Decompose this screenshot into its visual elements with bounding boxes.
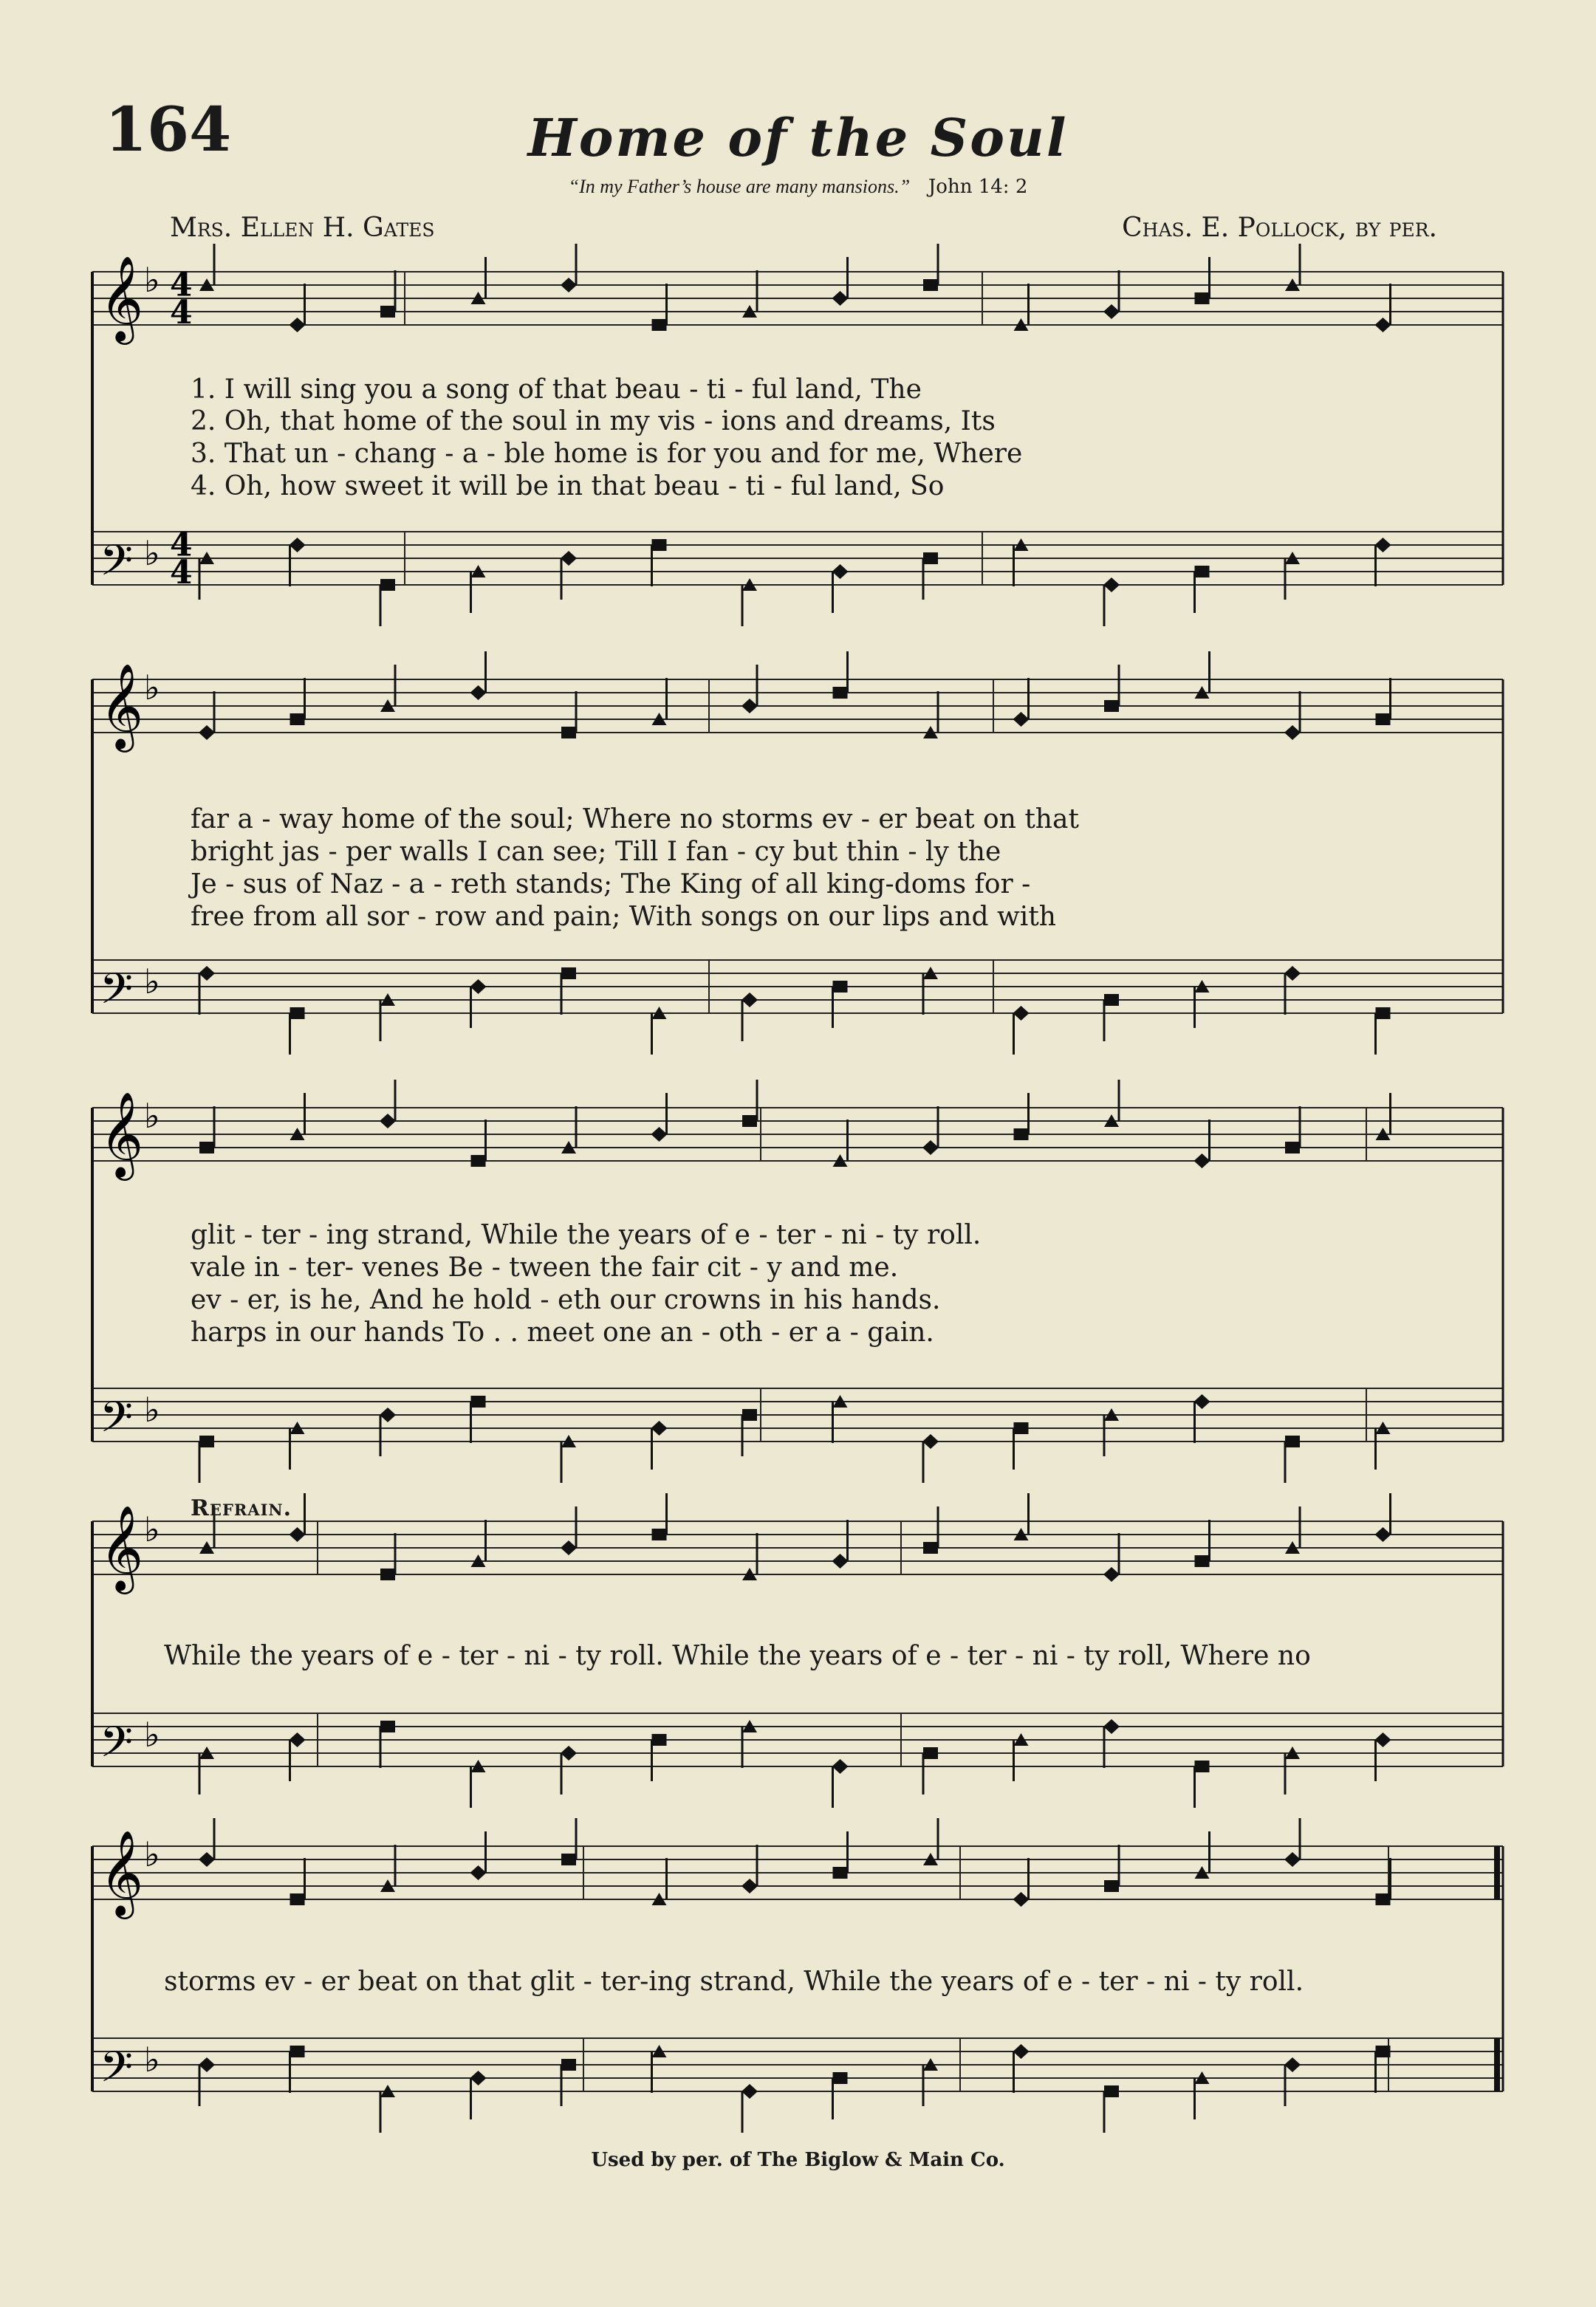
composer-credit: Chas. E. Pollock, by per.: [1122, 213, 1437, 243]
note-head: [1014, 1422, 1029, 1434]
lyric-line: storms ev - er beat on that glit - ter-ing strand, While the years of e - ter - ni - ty roll.: [164, 1967, 1304, 1997]
lyric-line: harps in our hands To . . meet one an - oth - er a - gain.: [191, 1317, 934, 1348]
note-head: [561, 727, 576, 738]
lyric-line: 2. Oh, that home of the soul in my vis - ions and dreams, Its: [191, 406, 996, 436]
note-head: [290, 538, 306, 552]
publisher-credit: Used by per. of The Biglow & Main Co.: [591, 2149, 1005, 2171]
note-head: [1103, 1567, 1120, 1582]
note-head: [832, 1554, 849, 1569]
note-head: [742, 2084, 758, 2099]
treble-clef-icon: 𝄞: [100, 1504, 144, 1591]
note-head: [742, 699, 758, 713]
note-head: [651, 1421, 668, 1436]
note-head: [199, 1142, 214, 1154]
note-head: [199, 2057, 215, 2072]
note-head: [1195, 566, 1210, 577]
note-head: [832, 564, 849, 579]
lyric-line: While the years of e - ter - ni - ty roll. While the years of e - ter - ni - ty roll, Where no: [164, 1641, 1311, 1671]
note-head: [380, 1569, 395, 1580]
note-head: [561, 2059, 576, 2071]
lyric-line: Je - sus of Naz - a - reth stands; The King of all king-doms for -: [191, 869, 1031, 899]
flat-icon: ♭: [144, 961, 160, 1001]
flat-icon: ♭: [144, 1715, 160, 1755]
note-head: [742, 993, 758, 1007]
note-head: [652, 1734, 667, 1746]
note-head: [922, 1434, 939, 1449]
final-barline: [1494, 2038, 1500, 2091]
lyric-line: free from all sor - row and pain; With songs on our lips and with: [191, 902, 1056, 932]
author-credit: Mrs. Ellen H. Gates: [170, 213, 435, 243]
note-head: [290, 2046, 305, 2057]
note-head: [470, 685, 487, 700]
note-head: [199, 966, 215, 981]
note-head: [1284, 1852, 1301, 1867]
flat-icon: ♭: [144, 260, 160, 300]
note-head: [652, 539, 667, 551]
lyric-line: 4. Oh, how sweet it will be in that beau - ti - ful land, So: [191, 471, 945, 501]
note-head: [1195, 1761, 1210, 1772]
treble-clef-icon: 𝄞: [100, 1829, 144, 1916]
note-head: [1375, 1527, 1391, 1542]
note-head: [833, 1867, 848, 1879]
note-head: [290, 1007, 305, 1019]
bass-clef-icon: 𝄢: [100, 535, 134, 596]
note-head: [923, 1747, 938, 1759]
note-head: [380, 306, 395, 318]
flat-icon: ♭: [144, 1390, 160, 1430]
flat-icon: ♭: [144, 533, 160, 573]
bass-clef-icon: 𝄢: [100, 1392, 134, 1453]
flat-icon: ♭: [144, 2040, 160, 2080]
note-head: [652, 1529, 667, 1540]
treble-clef-icon: 𝄞: [100, 1091, 144, 1177]
note-head: [923, 279, 938, 291]
flat-icon: ♭: [144, 1096, 160, 1136]
note-head: [1103, 304, 1120, 319]
note-head: [922, 1140, 939, 1155]
note-head: [561, 278, 577, 292]
lyric-line: vale in - ter- venes Be - tween the fair cit - y and me.: [191, 1252, 899, 1283]
note-head: [1284, 2057, 1301, 2072]
note-head: [470, 1865, 487, 1880]
note-head: [923, 552, 938, 564]
note-head: [923, 1542, 938, 1554]
note-head: [832, 291, 849, 306]
note-head: [1376, 2046, 1391, 2057]
note-head: [199, 1436, 214, 1447]
note-head: [1375, 318, 1391, 332]
note-head: [1376, 713, 1391, 725]
note-head: [290, 713, 305, 725]
note-head: [1103, 1719, 1120, 1734]
treble-clef-icon: 𝄞: [100, 662, 144, 749]
note-head: [742, 1879, 758, 1893]
note-head: [1194, 1394, 1210, 1409]
note-head: [1014, 1128, 1029, 1140]
lyric-line: ev - er, is he, And he hold - eth our crowns in his hands.: [191, 1285, 941, 1315]
note-head: [1195, 292, 1210, 304]
note-head: [1104, 1880, 1119, 1892]
note-head: [1013, 2044, 1030, 2059]
flat-icon: ♭: [144, 668, 160, 707]
flat-icon: ♭: [144, 1834, 160, 1874]
note-head: [290, 1893, 305, 1905]
note-head: [470, 2071, 487, 2085]
note-head: [199, 725, 215, 740]
note-head: [561, 1540, 577, 1555]
note-head: [561, 551, 577, 566]
note-head: [1104, 2085, 1119, 2097]
note-head: [1194, 1154, 1210, 1168]
note-head: [290, 1527, 306, 1542]
note-head: [1375, 538, 1391, 552]
note-head: [290, 1732, 306, 1747]
note-head: [1285, 1142, 1300, 1154]
note-head: [1013, 1892, 1030, 1907]
epigraph-quote: “In my Father’s house are many mansions.”: [568, 176, 911, 197]
note-head: [471, 1155, 486, 1167]
note-head: [652, 319, 667, 331]
note-head: [380, 579, 395, 591]
note-head: [833, 981, 848, 993]
note-head: [1376, 1007, 1391, 1019]
note-head: [380, 1114, 396, 1128]
note-head: [561, 1746, 577, 1761]
note-head: [561, 1854, 576, 1865]
lyric-line: glit - ter - ing strand, While the years of e - ter - ni - ty roll.: [191, 1220, 982, 1250]
note-head: [833, 687, 848, 699]
note-head: [1285, 1436, 1300, 1447]
note-head: [1284, 966, 1301, 981]
note-head: [1103, 577, 1120, 592]
note-head: [1375, 1732, 1391, 1747]
note-head: [742, 1115, 757, 1127]
note-head: [1284, 725, 1301, 740]
lyric-line: 3. That un - chang - a - ble home is for you and for me, Where: [191, 439, 1023, 469]
note-head: [1013, 712, 1030, 727]
note-head: [651, 1127, 668, 1142]
time-signature: 4: [170, 526, 193, 564]
note-head: [1104, 994, 1119, 1006]
note-head: [1104, 700, 1119, 712]
note-head: [1376, 1893, 1391, 1905]
note-head: [561, 967, 576, 979]
bass-clef-icon: 𝄢: [100, 964, 134, 1024]
note-head: [290, 318, 306, 332]
note-head: [470, 979, 487, 994]
time-signature: 4: [170, 294, 193, 332]
note-head: [742, 1409, 757, 1421]
bass-clef-icon: 𝄢: [100, 2042, 134, 2102]
lyric-line: bright jas - per walls I can see; Till I fan - cy but thin - ly the: [191, 837, 1001, 867]
note-head: [380, 1408, 396, 1422]
note-head: [832, 1759, 849, 1774]
bass-clef-icon: 𝄢: [100, 1717, 134, 1778]
epigraph-reference: John 14: 2: [928, 176, 1028, 198]
refrain-label: Refrain.: [191, 1495, 292, 1521]
note-head: [199, 1852, 215, 1867]
lyric-line: far a - way home of the soul; Where no storms ev - er beat on that: [191, 804, 1079, 834]
note-head: [1195, 1555, 1210, 1567]
hymn-title: Home of the Soul: [527, 107, 1069, 168]
treble-clef-icon: 𝄞: [100, 255, 144, 341]
time-signature: 4: [170, 554, 193, 592]
note-head: [1013, 1006, 1030, 1021]
flat-icon: ♭: [144, 1509, 160, 1549]
note-head: [833, 2072, 848, 2084]
final-barline: [1494, 1846, 1500, 1899]
lyric-line: 1. I will sing you a song of that beau - ti - ful land, The: [191, 374, 922, 405]
time-signature: 4: [170, 266, 193, 304]
page-number: 164: [105, 95, 232, 165]
note-head: [471, 1396, 486, 1408]
note-head: [380, 1721, 395, 1732]
